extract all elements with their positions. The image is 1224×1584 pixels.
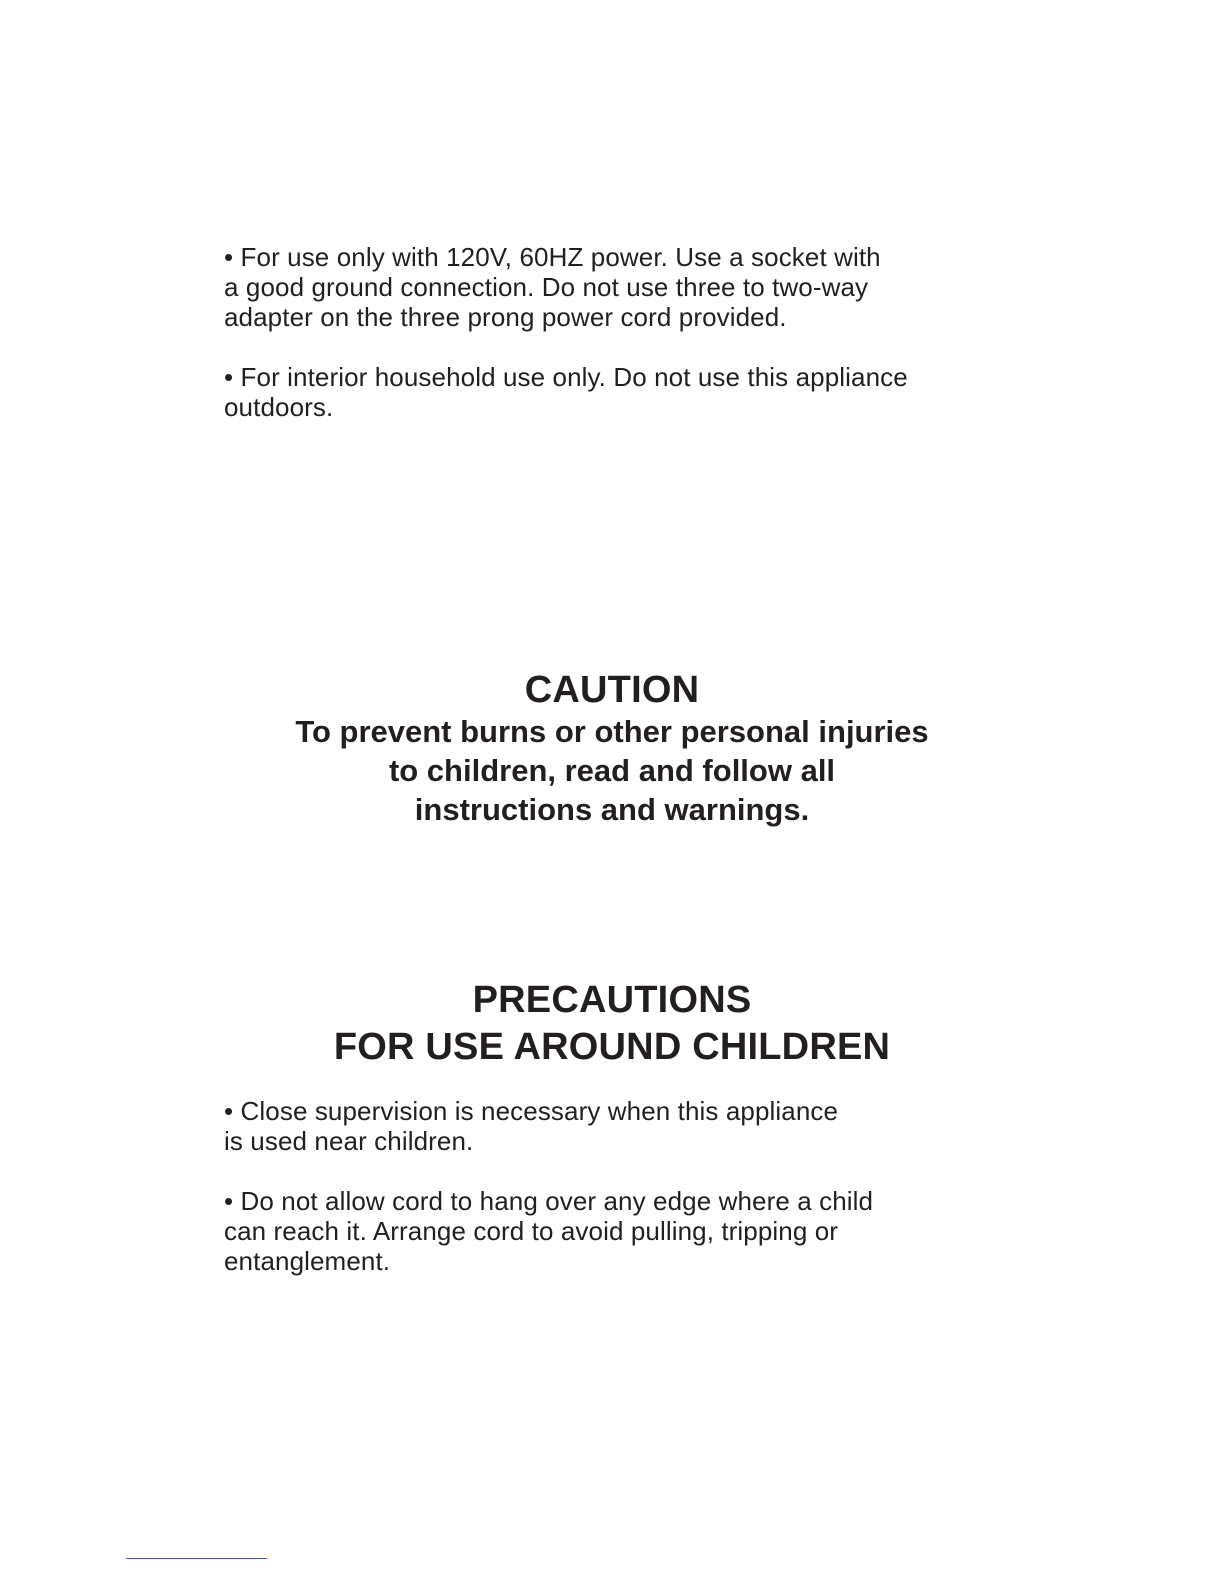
footer-rule	[126, 1558, 267, 1559]
caution-section	[0, 668, 1224, 829]
caution-title: CAUTION	[524, 669, 700, 711]
children-precautions-list	[224, 1096, 1004, 1276]
caution-body: To prevent burns or other personal injuries to children, read and follow all instructions and warnings.	[295, 714, 929, 827]
precautions-section	[0, 977, 1224, 1071]
bullet-power-socket: • For use only with 120V, 60HZ power. Use a socket with a good ground connection. Do not use three to two-way adapter on the three prong power cord provided.	[224, 242, 881, 332]
bullet-cord-placement: • Do not allow cord to hang over any edge where a child can reach it. Arrange cord to avoid pulling, tripping or entanglement.	[224, 1186, 874, 1276]
bullet-interior-use: • For interior household use only. Do not use this appliance outdoors.	[224, 362, 908, 422]
power-requirements-section	[224, 242, 1004, 422]
bullet-close-supervision: • Close supervision is necessary when this appliance is used near children.	[224, 1096, 839, 1156]
precautions-title: PRECAUTIONS FOR USE AROUND CHILDREN	[333, 979, 891, 1068]
